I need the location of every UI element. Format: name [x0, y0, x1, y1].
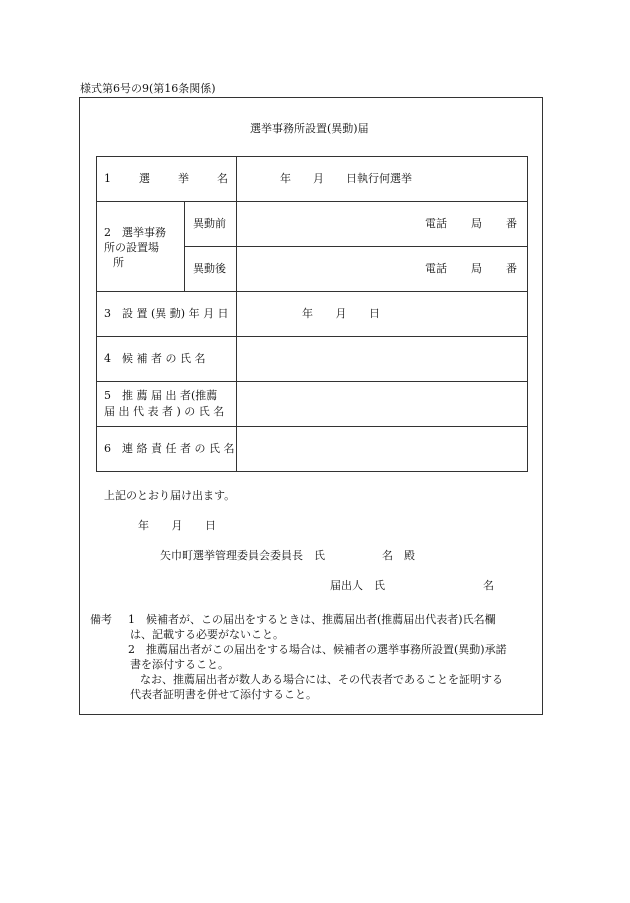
- table-row-divider: [96, 291, 528, 292]
- table-row-divider: [96, 426, 528, 427]
- table-border-right: [527, 156, 528, 472]
- candidate-name-label: 4 候 補 者 の 氏 名: [104, 352, 206, 365]
- office-location-label-line1: 2 選挙事務: [104, 226, 166, 239]
- note-2-line3: なお、推薦届出者が数人ある場合には、その代表者であることを証明する: [140, 673, 503, 686]
- addressee-name-suffix: 名 殿: [382, 549, 415, 562]
- office-location-label-line2: 所の設置場: [104, 241, 159, 254]
- table-row-divider: [96, 336, 528, 337]
- document-title: 選挙事務所設置(異動)届: [250, 122, 369, 135]
- recommender-label-line2: 届 出 代 表 者 ) の 氏 名: [104, 405, 225, 418]
- note-1-line2: は、記載する必要がないこと。: [130, 628, 284, 641]
- before-change-label: 異動前: [193, 217, 226, 230]
- setup-date-value: 年 月 日: [302, 307, 380, 320]
- table-column-divider: [184, 201, 185, 291]
- form-number-label: 様式第6号の9(第16条関係): [80, 82, 216, 95]
- recommender-label-line1: 5 推 薦 届 出 者(推薦: [104, 389, 218, 402]
- table-column-divider: [236, 156, 237, 472]
- statement-text: 上記のとおり届け出ます。: [104, 489, 236, 502]
- submitter-label: 届出人 氏: [330, 579, 385, 592]
- before-change-phone: 電話 局 番: [425, 217, 517, 230]
- submitter-name-suffix: 名: [483, 579, 494, 592]
- election-name-label: 1 選 挙 名: [104, 172, 228, 185]
- election-name-value: 年 月 日執行何選挙: [280, 172, 412, 185]
- table-row-divider: [96, 381, 528, 382]
- notes-heading: 備考: [90, 613, 112, 626]
- note-2-line2: 書を添付すること。: [130, 658, 229, 671]
- table-border-top: [96, 156, 528, 157]
- after-change-phone: 電話 局 番: [425, 262, 517, 275]
- note-1-line1: 1 候補者が、この届出をするときは、推薦届出者(推薦届出代表者)氏名欄: [128, 613, 496, 626]
- after-change-label: 異動後: [193, 262, 226, 275]
- table-row-divider: [96, 201, 528, 202]
- submission-date: 年 月 日: [138, 519, 216, 532]
- note-2-line1: 2 推薦届出者がこの届出をする場合は、候補者の選挙事務所設置(異動)承諾: [128, 643, 507, 656]
- contact-person-label: 6 連 絡 責 任 者 の 氏 名: [104, 442, 235, 455]
- table-border-left: [96, 156, 97, 472]
- table-border-bottom: [96, 471, 528, 472]
- note-2-line4: 代表者証明書を併せて添付すること。: [130, 688, 317, 701]
- office-location-label-line3: 所: [113, 256, 124, 269]
- setup-date-label: 3 設 置 (異 動) 年 月 日: [104, 307, 229, 320]
- addressee-text: 矢巾町選挙管理委員会委員長 氏: [160, 549, 325, 562]
